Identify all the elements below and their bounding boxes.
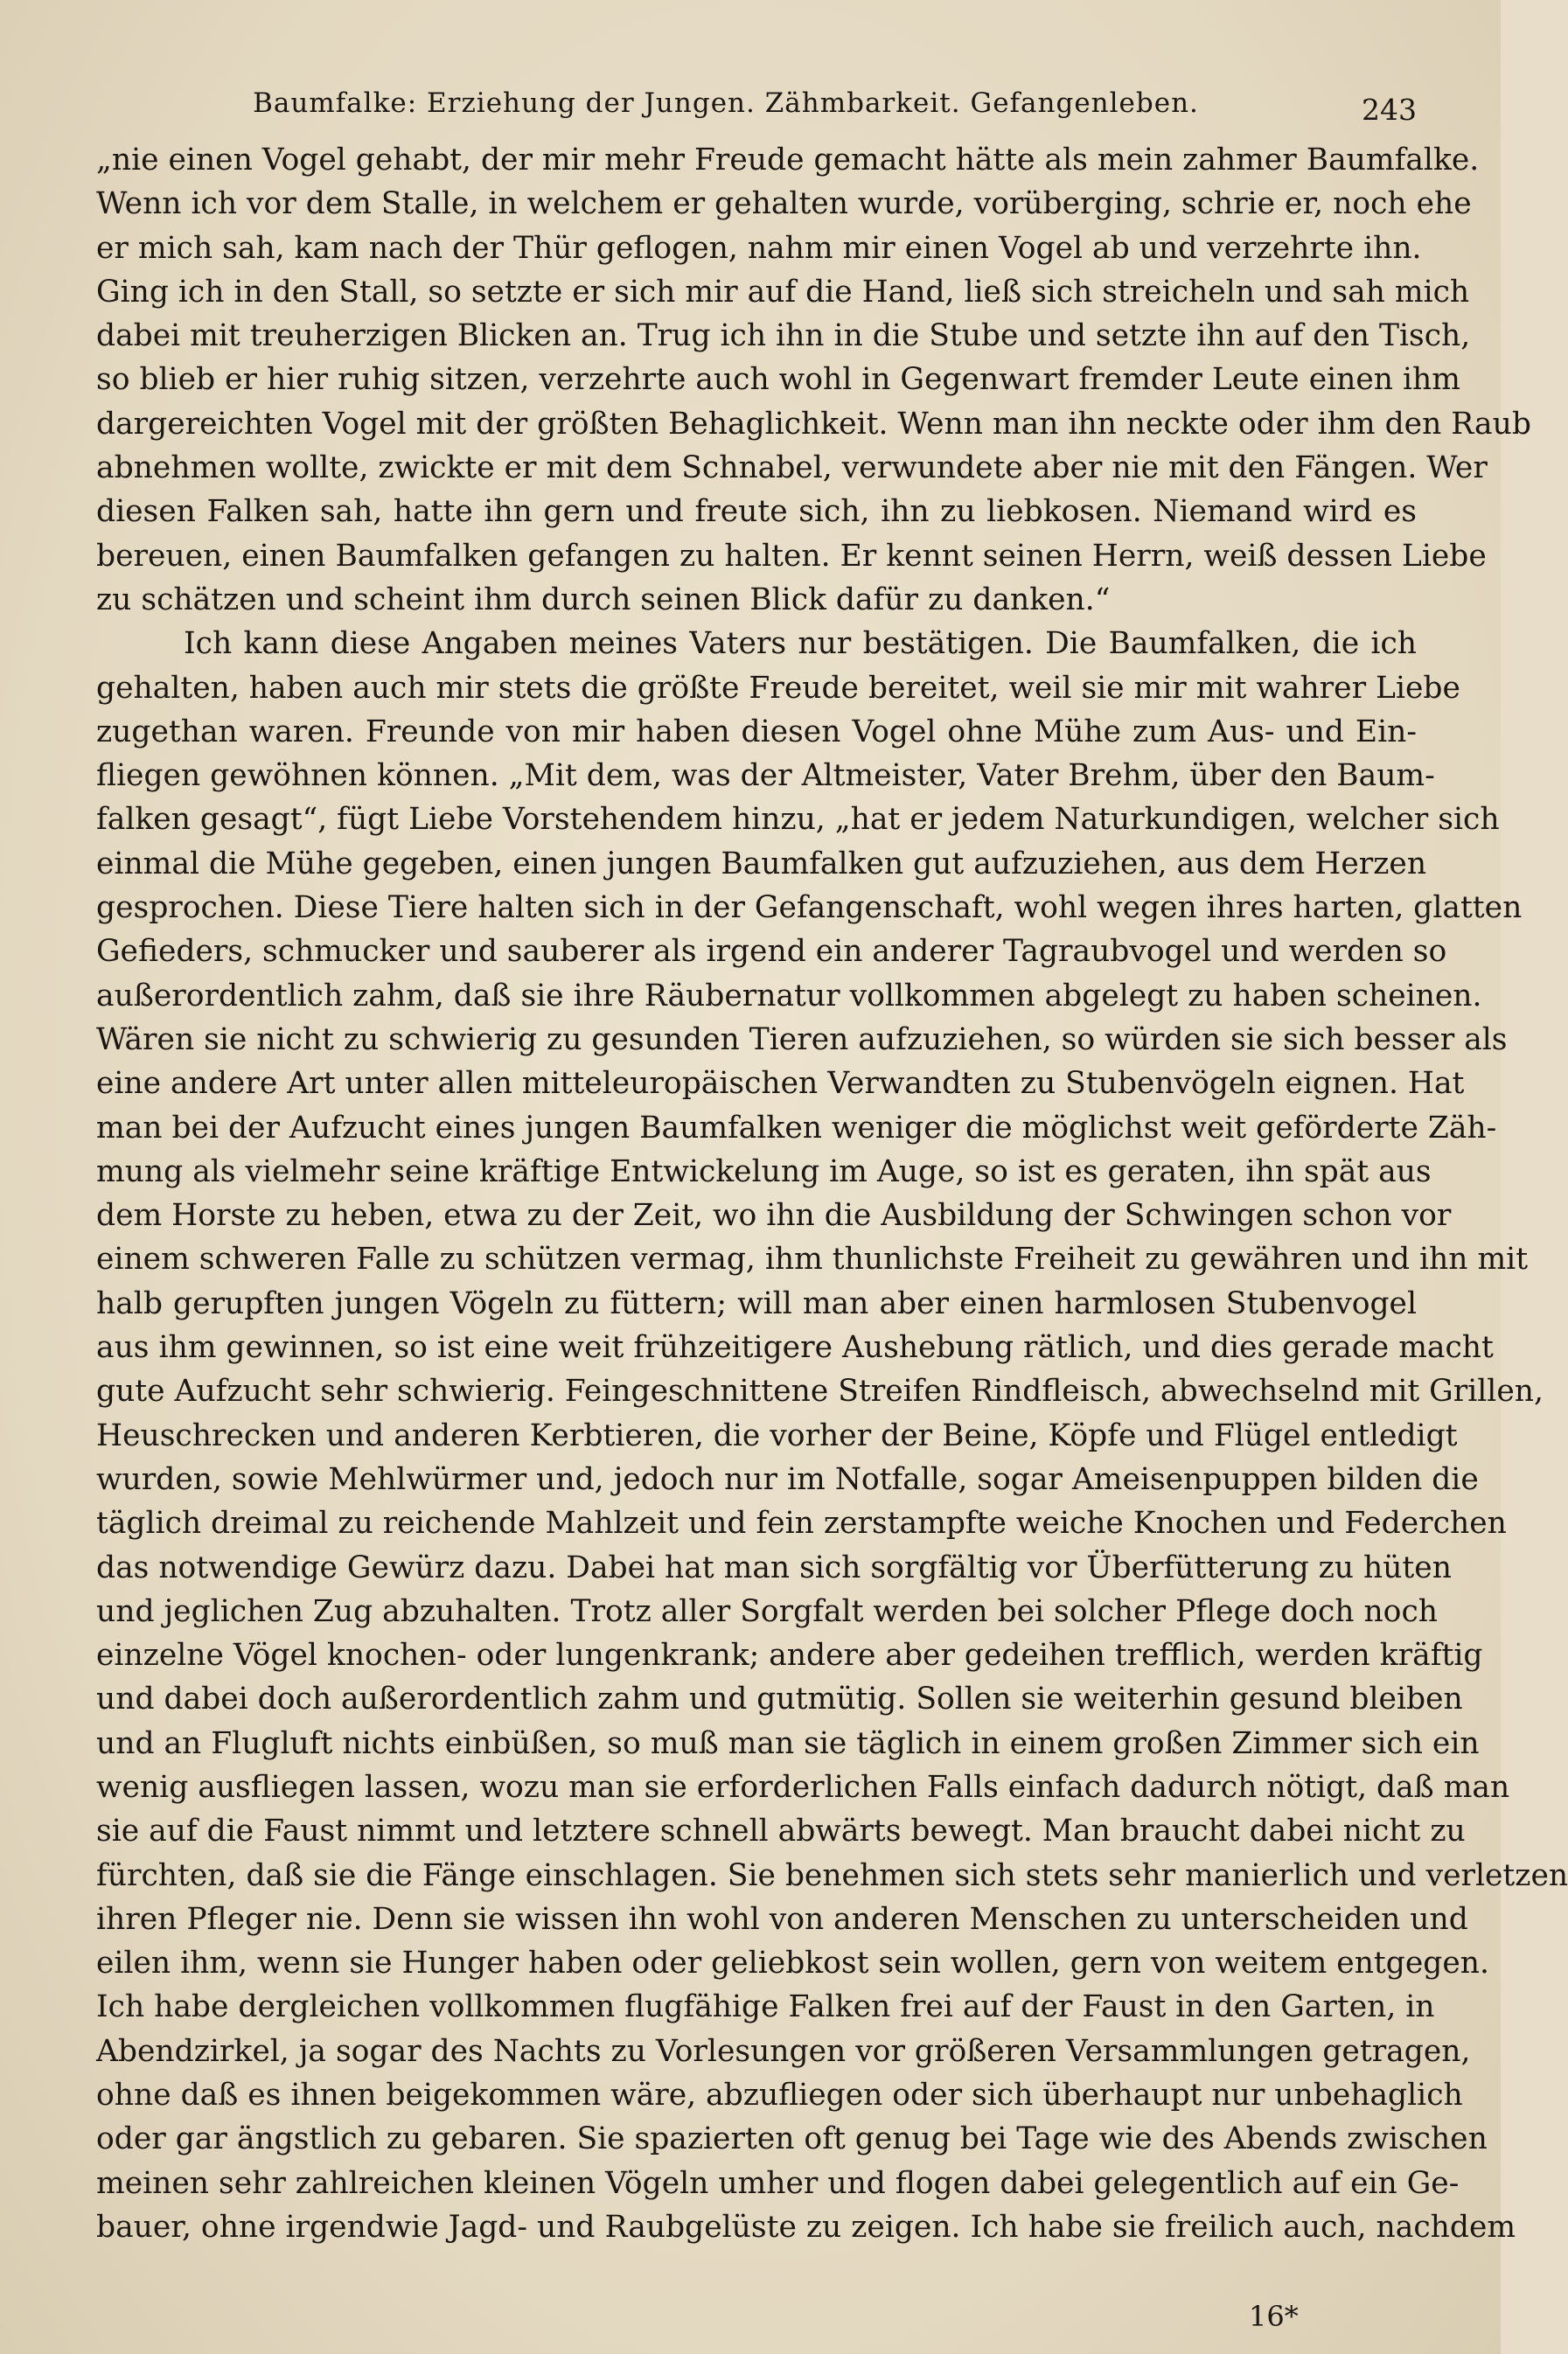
text-line: täglich dreimal zu reichende Mahlzeit und fein zerstampfte weiche Knochen und Federchen (96, 1506, 1507, 1542)
text-line: zugethan waren. Freunde von mir haben diesen Vogel ohne Mühe zum Aus- und Ein- (96, 714, 1417, 749)
text-line: außerordentlich zahm, daß sie ihre Räubernatur vollkommen abgelegt zu haben scheinen. (96, 978, 1482, 1013)
text-line: dargereichten Vogel mit der größten Behaglichkeit. Wenn man ihn neckte oder ihm den Raub (96, 406, 1531, 442)
text-line: Wären sie nicht zu schwierig zu gesunden Tieren aufzuziehen, so würden sie sich besser als (96, 1021, 1508, 1057)
text-line: einem schweren Falle zu schützen vermag, ihm thunlichste Freiheit zu gewähren und ihn mit (96, 1242, 1529, 1278)
running-head (96, 87, 1417, 131)
text-line: fürchten, daß sie die Fänge einschlagen. Sie benehmen sich stets sehr manierlich und verletzen (96, 1857, 1568, 1893)
text-line: Heuschrecken und anderen Kerbtieren, die vorher der Beine, Köpfe und Flügel entledigt (96, 1417, 1458, 1453)
text-line: so blieb er hier ruhig sitzen, verzehrte auch wohl in Gegenwart fremder Leute einen ihm (96, 362, 1460, 398)
text-line: „nie einen Vogel gehabt, der mir mehr Freude gemacht hätte als mein zahmer Baumfalke. (96, 143, 1480, 178)
text-line: und dabei doch außerordentlich zahm und gutmütig. Sollen sie weiterhin gesund bleiben (96, 1682, 1463, 1717)
text-line: eilen ihm, wenn sie Hunger haben oder geliebkost sein wollen, gern von weitem entgegen. (96, 1946, 1489, 1981)
text-line: eine andere Art unter allen mitteleuropäischen Verwandten zu Stubenvögeln eignen. Hat (96, 1066, 1465, 1102)
text-line: bereuen, einen Baumfalken gefangen zu halten. Er kennt seinen Herrn, weiß dessen Liebe (96, 538, 1487, 574)
text-line: einzelne Vögel knochen- oder lungenkrank; andere aber gedeihen trefflich, werden kräftig (96, 1638, 1483, 1674)
text-line: ohne daß es ihnen beigekommen wäre, abzufliegen oder sich überhaupt nur unbehaglich (96, 2078, 1463, 2114)
text-line: und an Flugluft nichts einbüßen, so muß man sie täglich in einem großen Zimmer sich ein (96, 1725, 1480, 1761)
text-line: ihren Pfleger nie. Denn sie wissen ihn wohl von anderen Menschen zu unterscheiden und (96, 1901, 1468, 1937)
text-line: oder gar ängstlich zu gebaren. Sie spazierten oft genug bei Tage wie des Abends zwischen (96, 2121, 1488, 2157)
text-line: sie auf die Faust nimmt und letztere schnell abwärts bewegt. Man braucht dabei nicht zu (96, 1814, 1466, 1849)
text-line: Gefieders, schmucker und sauberer als irgend ein anderer Tagraubvogel und werden so (96, 934, 1447, 970)
text-line: bauer, ohne irgendwie Jagd- und Raubgelüste zu zeigen. Ich habe sie freilich auch, nachdem (96, 2209, 1516, 2245)
running-title: Baumfalke: Erziehung der Jungen. Zähmbarkeit. Gefangenleben. (253, 87, 1199, 119)
text-line: man bei der Aufzucht eines jungen Baumfalken weniger die möglichst weit geförderte Zäh- (96, 1110, 1497, 1146)
text-line: halb gerupften jungen Vögeln zu füttern; will man aber einen harmlosen Stubenvogel (96, 1285, 1417, 1321)
text-line: wurden, sowie Mehlwürmer und, jedoch nur im Notfalle, sogar Ameisenpuppen bilden die (96, 1461, 1479, 1497)
text-line: Abendzirkel, ja sogar des Nachts zu Vorlesungen vor größeren Versammlungen getragen, (96, 2033, 1471, 2069)
text-line: einmal die Mühe gegeben, einen jungen Baumfalken gut aufzuziehen, aus dem Herzen (96, 846, 1427, 881)
text-line: dem Horste zu heben, etwa zu der Zeit, wo ihn die Ausbildung der Schwingen schon vor (96, 1198, 1452, 1234)
text-line: gute Aufzucht sehr schwierig. Feingeschnittene Streifen Rindfleisch, abwechselnd mit Grillen, (96, 1374, 1544, 1410)
text-line: falken gesagt“, fügt Liebe Vorstehendem hinzu, „hat er jedem Naturkundigen, welcher sich (96, 802, 1500, 838)
text-line: Ich habe dergleichen vollkommen flugfähige Falken frei auf der Faust in den Garten, in (96, 1989, 1435, 2025)
text-line: gehalten, haben auch mir stets die größte Freude bereitet, weil sie mir mit wahrer Liebe (96, 670, 1460, 706)
text-line: wenig ausfliegen lassen, wozu man sie erforderlichen Falls einfach dadurch nötigt, daß man (96, 1769, 1510, 1805)
text-line: aus ihm gewinnen, so ist eine weit frühzeitigere Aushebung rätlich, und dies gerade macht (96, 1330, 1494, 1366)
text-line: das notwendige Gewürz dazu. Dabei hat man sich sorgfältig vor Überfütterung zu hüten (96, 1550, 1452, 1585)
text-line: Wenn ich vor dem Stalle, in welchem er gehalten wurde, vorüberging, schrie er, noch ehe (96, 186, 1472, 222)
text-line: Ging ich in den Stall, so setzte er sich mir auf die Hand, ließ sich streicheln und sah mich (96, 274, 1470, 310)
text-line: zu schätzen und scheint ihm durch seinen Blick dafür zu danken.“ (96, 582, 1111, 617)
text-line: dabei mit treuherzigen Blicken an. Trug ich ihn in die Stube und setzte ihn auf den Tisch, (96, 318, 1471, 354)
text-line: abnehmen wollte, zwickte er mit dem Schnabel, verwundete aber nie mit den Fängen. Wer (96, 450, 1488, 486)
text-line: fliegen gewöhnen können. „Mit dem, was der Altmeister, Vater Brehm, über den Baum- (96, 758, 1435, 794)
text-line: meinen sehr zahlreichen kleinen Vögeln umher und flogen dabei gelegentlich auf ein Ge- (96, 2165, 1460, 2201)
text-line: und jeglichen Zug abzuhalten. Trotz aller Sorgfalt werden bei solcher Pflege doch noch (96, 1593, 1438, 1629)
body-text (96, 138, 1568, 2249)
text-line: er mich sah, kam nach der Thür geflogen, nahm mir einen Vogel ab und verzehrte ihn. (96, 230, 1422, 266)
text-line: mung als vielmehr seine kräftige Entwickelung im Auge, so ist es geraten, ihn spät aus (96, 1153, 1432, 1189)
page-number: 243 (1362, 93, 1417, 127)
text-line: gesprochen. Diese Tiere halten sich in der Gefangenschaft, wohl wegen ihres harten, glatten (96, 890, 1523, 926)
signature-mark: 16* (1249, 2300, 1299, 2333)
text-line: diesen Falken sah, hatte ihn gern und freute sich, ihn zu liebkosen. Niemand wird es (96, 494, 1417, 530)
text-line: Ich kann diese Angaben meines Vaters nur bestätigen. Die Baumfalken, die ich (184, 626, 1417, 662)
